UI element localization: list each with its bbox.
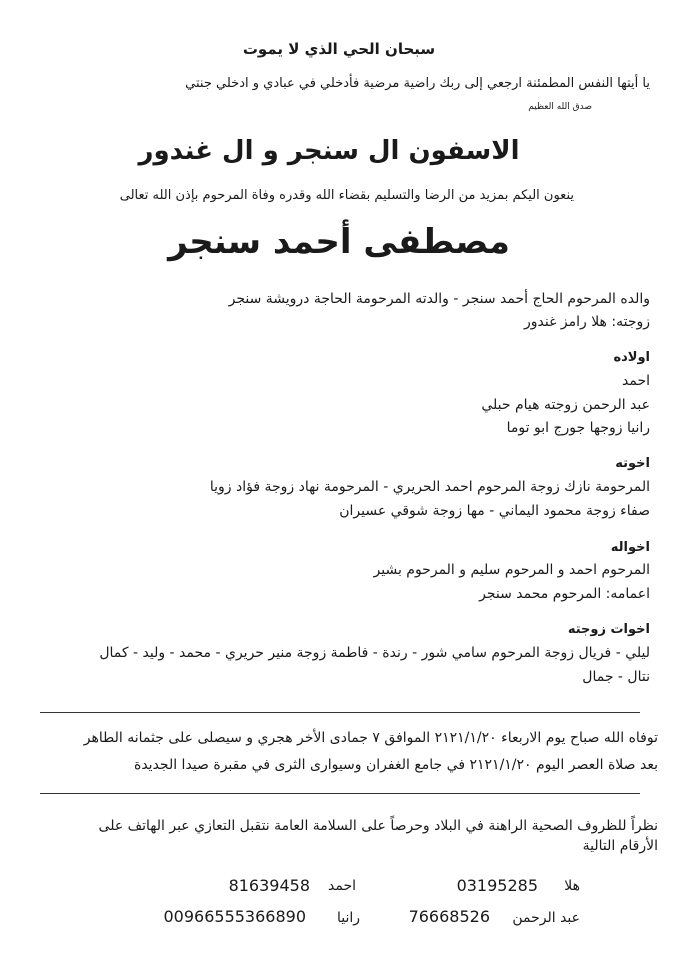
quran-verse: يا أيتها النفس المطمئنة ارجعي إلى ربك راضية مرضية فأدخلي في عبادي و ادخلي جنتي xyxy=(185,76,650,91)
phone-contact-name: هلا xyxy=(564,878,580,894)
list-item: المرحومة نازك زوجة المرحوم احمد الحريري - المرحومة نهاد زوجة فؤاد زويا xyxy=(209,479,650,495)
list-item: عبد الرحمن زوجته هيام حبلي xyxy=(481,397,650,413)
phone-number[interactable]: 76668526 xyxy=(408,907,490,926)
condolence-note-line-2: الأرقام التالية xyxy=(582,838,658,854)
deceased-name: مصطفى أحمد سنجر xyxy=(168,222,510,262)
list-item: نتال - جمال xyxy=(582,669,650,685)
list-item: المرحوم احمد و المرحوم سليم و المرحوم بشير xyxy=(373,562,650,578)
list-item: صفاء زوجة محمود اليماني - مها زوجة شوقي عسيران xyxy=(339,503,650,519)
verse-source: صدق الله العظيم xyxy=(528,102,592,112)
list-item: رانيا زوجها جورج ابو توما xyxy=(506,420,650,436)
section-title-wife-siblings: اخوات زوجته xyxy=(567,622,650,637)
list-item: اعمامه: المرحوم محمد سنجر xyxy=(479,586,650,602)
families-title: الاسفون ال سنجر و ال غندور xyxy=(138,136,520,166)
phone-number[interactable]: 03195285 xyxy=(456,876,538,895)
list-item: احمد xyxy=(622,373,650,389)
section-title-siblings: اخوته xyxy=(615,456,650,471)
section-title-uncles: اخواله xyxy=(610,540,650,555)
parents-line: والده المرحوم الحاج أحمد سنجر - والدته المرحومة الحاجة درويشة سنجر xyxy=(228,291,650,307)
funeral-line-1: توفاه الله صباح يوم الاربعاء ٢١٢١/١/٢٠ الموافق ٧ جمادى الأخر هجري و سيصلى على جثمانه الطاهر xyxy=(83,730,658,746)
section-title-children: اولاده xyxy=(613,350,650,365)
condolence-note-line-1: نظراً للظروف الصحية الراهنة في البلاد وحرصاً على السلامة العامة نتقبل التعازي عبر الهاتف على xyxy=(98,818,658,834)
funeral-line-2: بعد صلاة العصر اليوم ٢١٢١/١/٢٠ في جامع الغفران وسيوارى الثرى في مقبرة صيدا الجديدة xyxy=(133,757,658,773)
divider xyxy=(40,712,640,713)
phone-contact-name: رانيا xyxy=(336,910,360,926)
opening-line: سبحان الحي الذي لا يموت xyxy=(242,40,436,58)
phone-number[interactable]: 81639458 xyxy=(228,876,310,895)
phone-contact-name: عبد الرحمن xyxy=(512,910,580,926)
divider xyxy=(40,793,640,794)
wife-line: زوجته: هلا رامز غندور xyxy=(524,314,650,330)
phone-number[interactable]: 00966555366890 xyxy=(163,907,306,926)
list-item: ليلي - فريال زوجة المرحوم سامي شور - رندة - فاطمة زوجة منير حريري - محمد - وليد - كمال xyxy=(99,645,650,661)
phone-contact-name: احمد xyxy=(328,878,356,894)
announcement-line: ينعون اليكم بمزيد من الرضا والتسليم بقضاء الله وقدره وفاة المرحوم بإذن الله تعالى xyxy=(119,188,574,203)
